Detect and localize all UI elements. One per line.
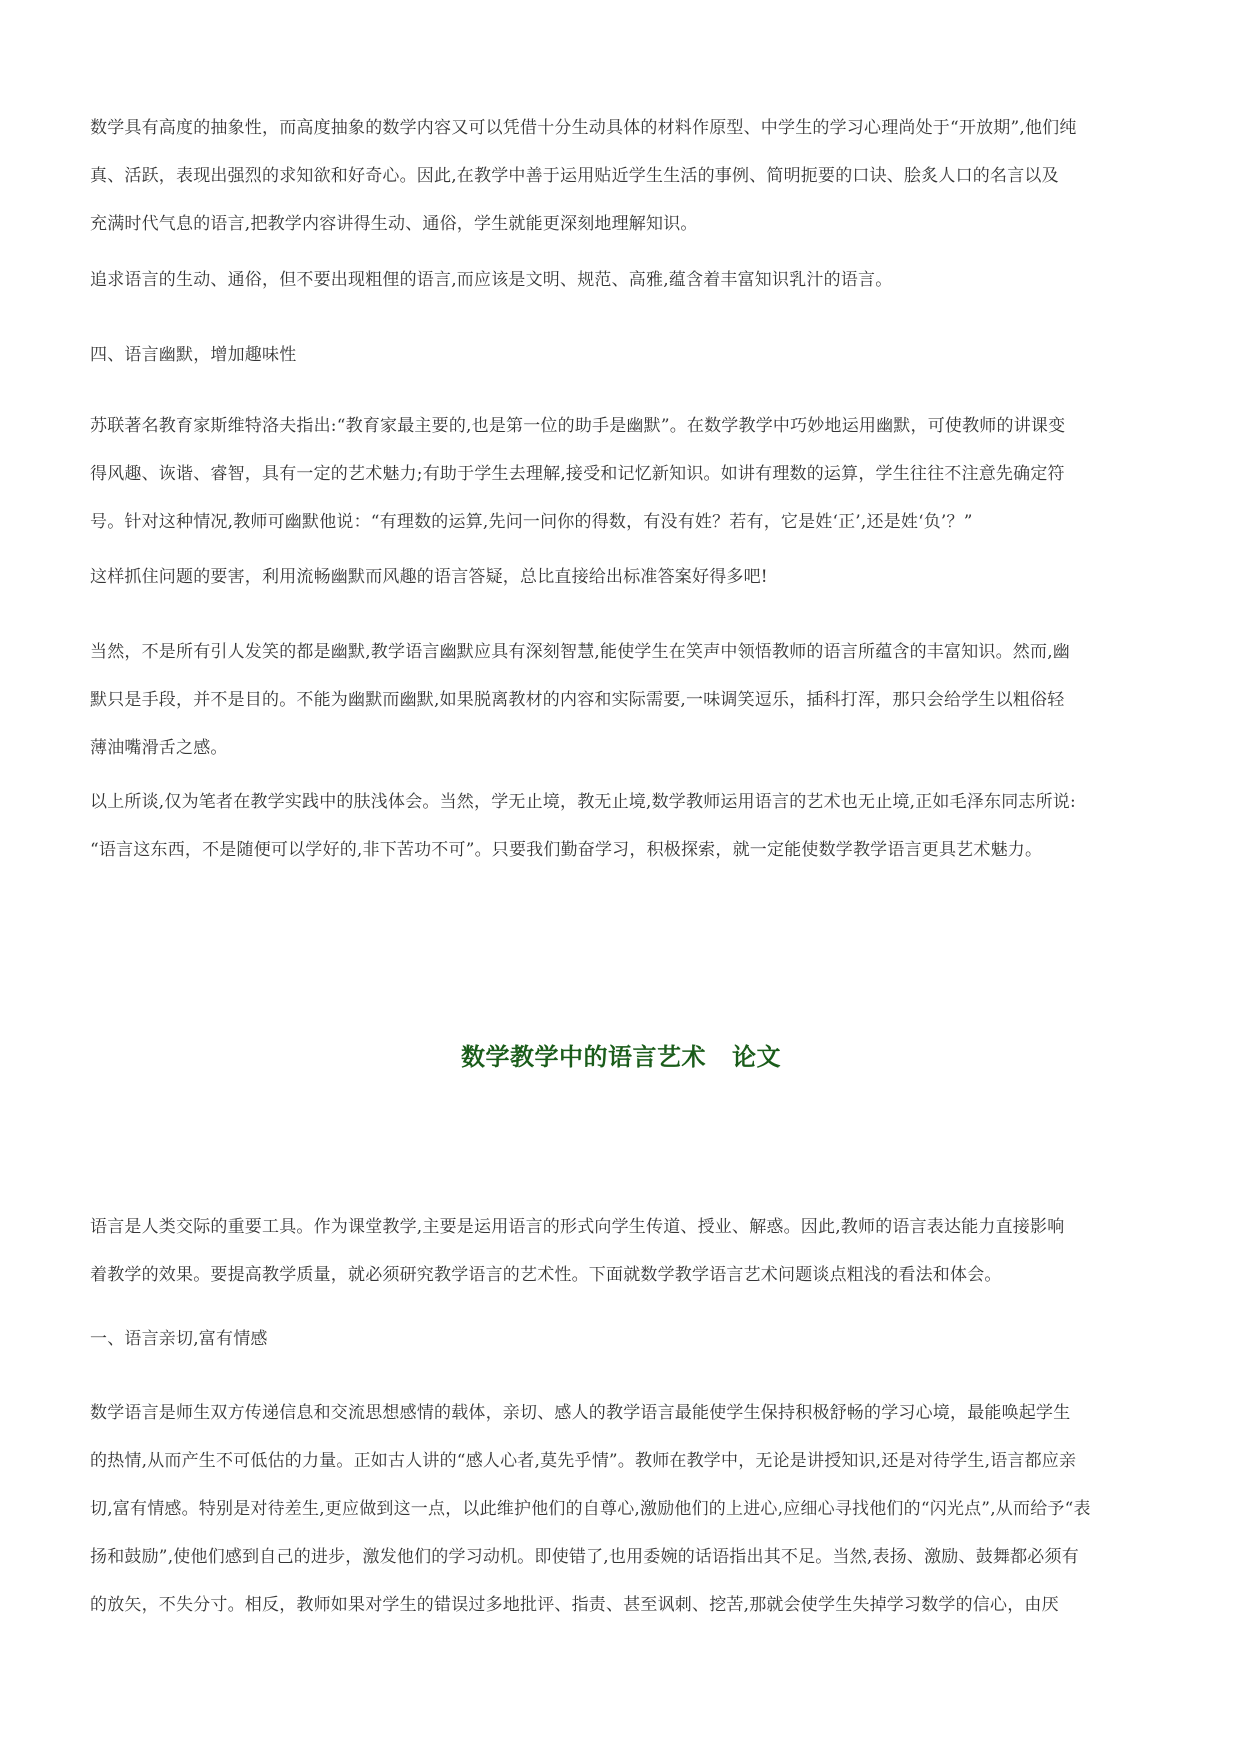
text-line: “语言这东西，不是随便可以学好的,非下苦功不可”。只要我们勤奋学习，积极探索，就一定能使数学教学语言更具艺术魅力。 [90,840,1043,860]
text-line: 这样抓住问题的要害，利用流畅幽默而风趣的语言答疑，总比直接给出标准答案好得多吧! [90,567,768,587]
text-line: 号。针对这种情况,教师可幽默他说：“有理数的运算,先问一问你的得数，有没有姓？若有，它是姓‘正’,还是姓‘负’？” [90,512,973,532]
text-line: 以上所谈,仅为笔者在教学实践中的肤浅体会。当然，学无止境，教无止境,数学教师运用语言的艺术也无止境,正如毛泽东同志所说: [90,792,1076,812]
section-heading-affection [90,1315,1152,1363]
text-line: 的热情,从而产生不可低估的力量。正如古人讲的“感人心者,莫先乎情”。教师在教学中，无论是讲授知识,还是对待学生,语言都应亲 [90,1451,1077,1471]
text-line: 追求语言的生动、通俗，但不要出现粗俚的语言,而应该是文明、规范、高雅,蕴含着丰富知识乳汁的语言。 [90,270,893,290]
text-line: 扬和鼓励”,使他们感到自己的进步，激发他们的学习动机。即使错了,也用委婉的话语指出其不足。当然,表扬、激励、鼓舞都必须有 [90,1547,1079,1567]
section-heading-humor [90,331,1152,379]
paragraph-affection [90,1389,1152,1629]
document-title [90,1037,1152,1072]
text-line: 数学语言是师生双方传递信息和交流思想感情的载体，亲切、感人的教学语言最能使学生保持积极舒畅的学习心境，最能唤起学生 [90,1403,1071,1423]
text-line: 充满时代气息的语言,把教学内容讲得生动、通俗，学生就能更深刻地理解知识。 [90,214,698,234]
title-suffix: 论文 [732,1042,781,1071]
text-line: 当然，不是所有引人发笑的都是幽默,教学语言幽默应具有深刻智慧,能使学生在笑声中领悟教师的语言所蕴含的丰富知识。然而,幽 [90,642,1071,662]
text-line: 着教学的效果。要提高教学质量，就必须研究教学语言的艺术性。下面就数学教学语言艺术问题谈点粗浅的看法和体会。 [90,1265,1002,1285]
text-line: 切,富有情感。特别是对待差生,更应做到这一点，以此维护他们的自尊心,激励他们的上进心,应细心寻找他们的“闪光点”,从而给予“表 [90,1499,1091,1519]
text-line: 数学具有高度的抽象性，而高度抽象的数学内容又可以凭借十分生动具体的材料作原型、中学生的学习心理尚处于“开放期”,他们纯 [90,118,1077,138]
paragraph-humor-quote [90,402,1152,546]
paragraph-vivid-language [90,256,1152,304]
paragraph-humor-means [90,628,1152,772]
text-line: 苏联著名教育家斯维特洛夫指出:“教育家最主要的,也是第一位的助手是幽默”。在数学教学中巧妙地运用幽默，可使教师的讲课变 [90,416,1066,436]
title-main: 数学教学中的语言艺术 [461,1042,706,1071]
paragraph-intro [90,1203,1152,1299]
text-line: 的放矢，不失分寸。相反，教师如果对学生的错误过多地批评、指责、甚至讽刺、挖苦,那就会使学生失掉学习数学的信心，由厌 [90,1595,1059,1615]
text-line: 一、语言亲切,富有情感 [90,1329,268,1349]
text-line: 语言是人类交际的重要工具。作为课堂教学,主要是运用语言的形式向学生传道、授业、解惑。因此,教师的语言表达能力直接影响 [90,1217,1065,1237]
text-line: 真、活跃，表现出强烈的求知欲和好奇心。因此,在教学中善于运用贴近学生生活的事例、简明扼要的口诀、脍炙人口的名言以及 [90,166,1059,186]
text-line: 得风趣、诙谐、睿智，具有一定的艺术魅力;有助于学生去理解,接受和记忆新知识。如讲有理数的运算，学生往往不注意先确定符 [90,464,1065,484]
text-line: 默只是手段，并不是目的。不能为幽默而幽默,如果脱离教材的内容和实际需要,一味调笑逗乐，插科打浑，那只会给学生以粗俗轻 [90,690,1065,710]
paragraph-abstractness [90,104,1152,248]
text-line: 薄油嘴滑舌之感。 [90,738,228,758]
text-line: 四、语言幽默，增加趣味性 [90,345,297,365]
paragraph-answering [90,553,1152,601]
paragraph-conclusion [90,778,1152,874]
